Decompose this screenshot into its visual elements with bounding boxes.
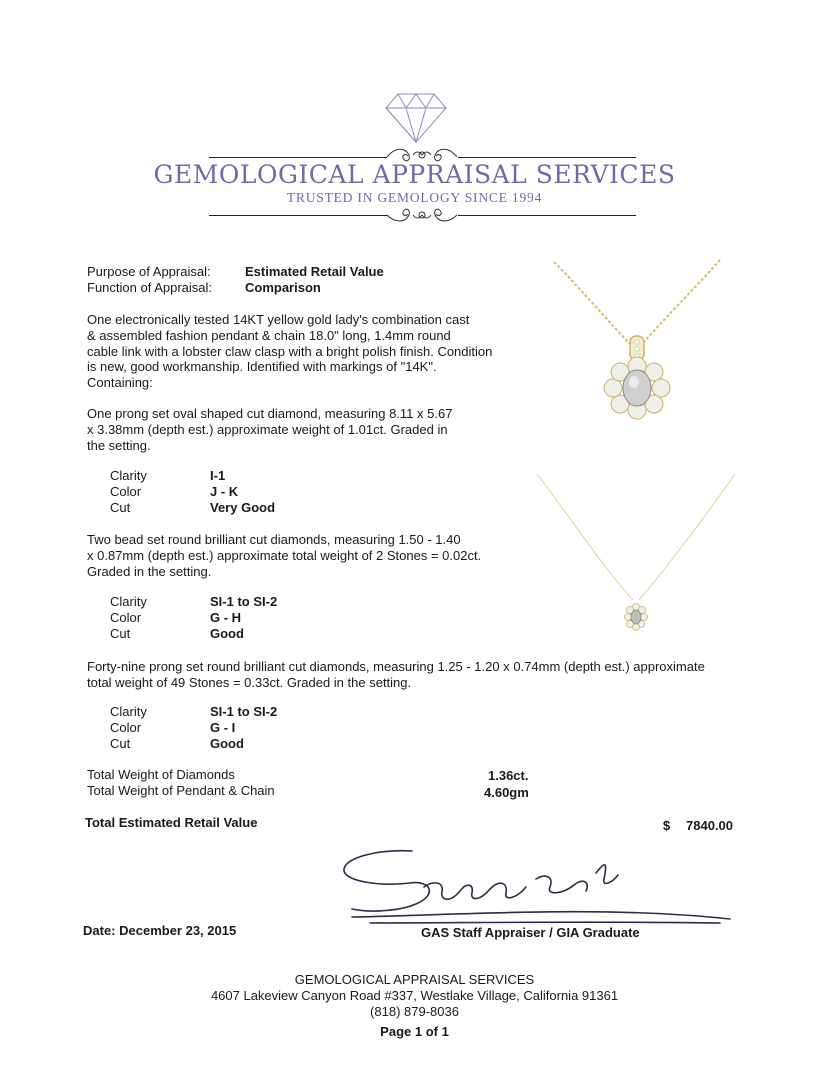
letterhead-rule-bottom-right <box>458 215 636 216</box>
necklace-full-photo <box>535 470 740 640</box>
description-line: One electronically tested 14KT yellow gold lady's combination cast <box>87 312 470 327</box>
stone2-line: Graded in the setting. <box>87 563 212 579</box>
function-label: Function of Appraisal: <box>87 280 213 295</box>
stone3-line: total weight of 49 Stones = 0.33ct. Graded in the setting. <box>87 674 412 690</box>
signature-icon <box>340 843 740 933</box>
total-diamonds-label: Total Weight of Diamonds <box>87 767 235 782</box>
footer-address: 4607 Lakeview Canyon Road #337, Westlake Village, California 91361 <box>210 988 619 1003</box>
description-line: & assembled fashion pendant & chain 18.0" long, 1.4mm round <box>87 327 451 343</box>
total-pendant-value: 4.60gm <box>484 785 529 800</box>
stone3-line: Forty-nine prong set round brilliant cut diamonds, measuring 1.25 - 1.20 x 0.74mm (depth est.) approximate <box>87 659 705 674</box>
stone2-line: Two bead set round brilliant cut diamonds, measuring 1.50 - 1.40 <box>87 532 461 547</box>
stone3-description <box>87 659 705 691</box>
letterhead-rule-top-right <box>458 157 636 158</box>
color-value: G - I <box>210 720 236 735</box>
color-label: Color <box>110 720 142 735</box>
description-line: Containing: <box>87 375 153 391</box>
page-number: Page 1 of 1 <box>380 1024 449 1039</box>
clarity-label: Clarity <box>110 468 147 483</box>
flourish-bottom-icon <box>385 205 459 225</box>
appraiser-title: GAS Staff Appraiser / GIA Graduate <box>421 925 640 940</box>
purpose-value: Estimated Retail Value <box>245 264 384 279</box>
diamond-logo-icon <box>384 92 448 144</box>
clarity-label: Clarity <box>110 704 147 719</box>
total-retail-label: Total Estimated Retail Value <box>85 815 258 830</box>
cut-value: Good <box>210 626 244 641</box>
stone3-grades <box>110 704 277 752</box>
stone2-description <box>87 532 481 579</box>
item-description <box>87 312 492 391</box>
footer-phone: (818) 879-8036 <box>370 1004 459 1019</box>
stone1-description <box>87 406 452 453</box>
letterhead-rule-top-left <box>209 157 387 158</box>
company-name: GEMOLOGICAL APPRAISAL SERVICES <box>153 160 676 189</box>
total-retail-value: 7840.00 <box>686 818 733 833</box>
color-label: Color <box>110 484 142 499</box>
clarity-value: SI-1 to SI-2 <box>210 704 278 719</box>
color-label: Color <box>110 610 142 625</box>
total-diamonds-value: 1.36ct. <box>488 768 529 783</box>
footer <box>0 972 829 1040</box>
clarity-label: Clarity <box>110 594 147 609</box>
stone1-line: the setting. <box>87 437 151 453</box>
appraisal-date: Date: December 23, 2015 <box>83 923 237 938</box>
clarity-value: I-1 <box>210 468 226 483</box>
company-tagline: TRUSTED IN GEMOLOGY SINCE 1994 <box>286 190 543 205</box>
stone2-line: x 0.87mm (depth est.) approximate total weight of 2 Stones = 0.02ct. <box>87 547 482 563</box>
total-pendant-label: Total Weight of Pendant & Chain <box>87 783 275 798</box>
footer-company: GEMOLOGICAL APPRAISAL SERVICES <box>294 972 535 987</box>
description-line: is new, good workmanship. Identified with markings of "14K". <box>87 359 437 375</box>
cut-label: Cut <box>110 736 131 751</box>
cut-label: Cut <box>110 500 131 515</box>
stone2-grades <box>110 594 277 642</box>
stone1-line: One prong set oval shaped cut diamond, measuring 8.11 x 5.67 <box>87 406 453 421</box>
function-value: Comparison <box>245 280 321 295</box>
clarity-value: SI-1 to SI-2 <box>210 594 278 609</box>
color-value: G - H <box>210 610 242 625</box>
purpose-label: Purpose of Appraisal: <box>87 264 211 279</box>
stone1-grades <box>110 468 275 516</box>
cut-value: Very Good <box>210 500 276 515</box>
stone1-line: x 3.38mm (depth est.) approximate weight of 1.01ct. Graded in <box>87 421 448 437</box>
cut-value: Good <box>210 736 244 751</box>
currency-symbol: $ <box>663 818 671 833</box>
pendant-closeup-photo <box>550 258 725 433</box>
description-line: cable link with a lobster claw clasp with a bright polish finish. Condition <box>87 343 493 359</box>
cut-label: Cut <box>110 626 131 641</box>
letterhead-rule-bottom-left <box>209 215 387 216</box>
color-value: J - K <box>210 484 239 499</box>
